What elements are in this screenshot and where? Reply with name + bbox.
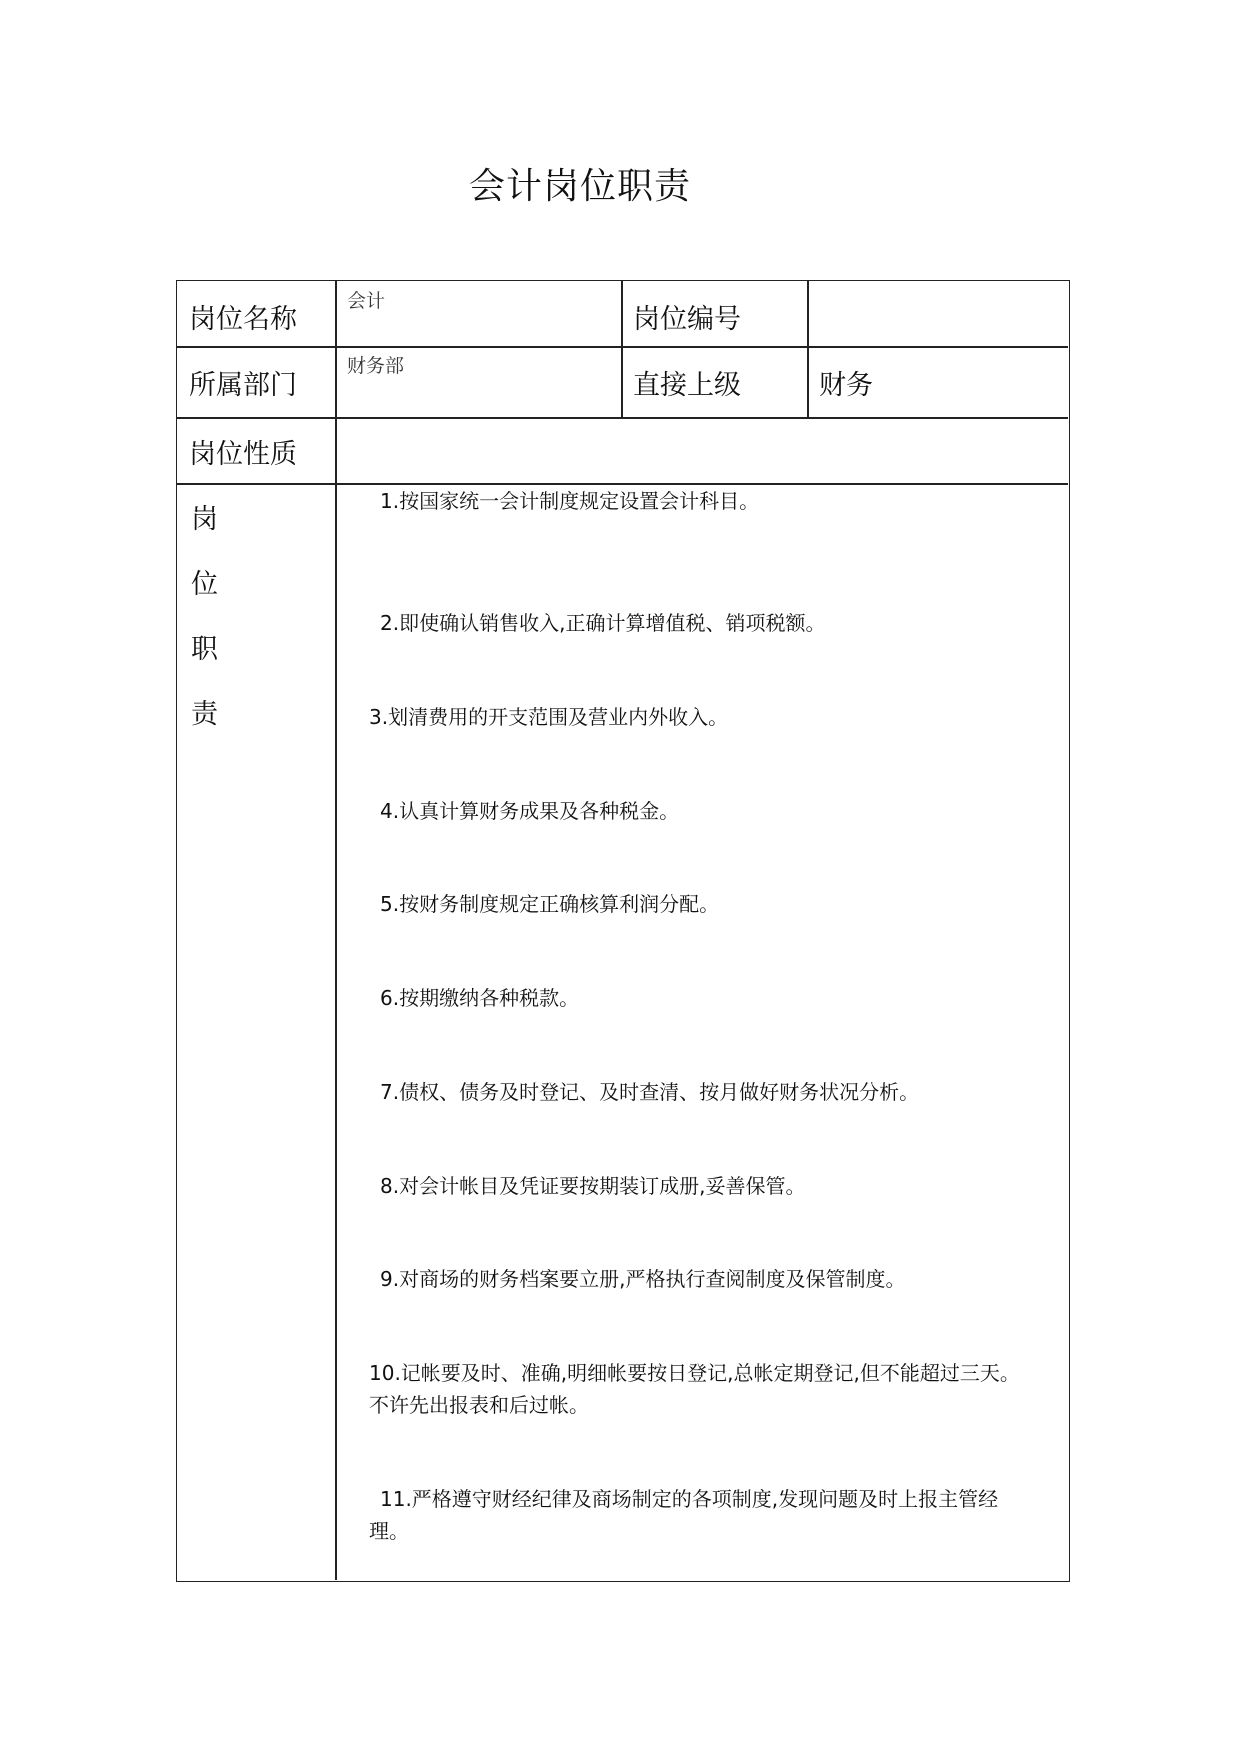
duty-item: 5.按财务制度规定正确核算利润分配。 (380, 892, 720, 916)
duties-label-char: 位 (191, 569, 218, 600)
duty-item: 10.记帐要及时、准确,明细帐要按日登记,总帐定期登记,但不能超过三天。 (369, 1361, 1020, 1385)
duty-item: 8.对会计帐目及凭证要按期装订成册,妥善保管。 (380, 1174, 806, 1198)
value-department: 财务部 (347, 355, 405, 377)
value-direct-superior: 财务 (819, 370, 873, 401)
label-job-nature: 岗位性质 (189, 439, 297, 470)
col-divider-mid (621, 281, 623, 417)
row-divider-1 (177, 346, 1068, 348)
row-divider-2 (177, 417, 1068, 419)
duty-item: 9.对商场的财务档案要立册,严格执行查阅制度及保管制度。 (380, 1267, 906, 1291)
duty-item-continuation: 理。 (369, 1519, 409, 1543)
duty-item: 6.按期缴纳各种税款。 (380, 986, 580, 1010)
duties-label-char: 岗 (191, 504, 218, 535)
label-job-number: 岗位编号 (633, 304, 741, 335)
duty-item: 4.认真计算财务成果及各种税金。 (380, 799, 680, 823)
label-department: 所属部门 (189, 370, 297, 401)
duties-label-char: 责 (191, 699, 218, 730)
col-divider-right (807, 281, 809, 417)
duty-item-continuation: 不许先出报表和后过帐。 (369, 1393, 589, 1417)
duty-item: 3.划清费用的开支范围及营业内外收入。 (369, 705, 729, 729)
job-description-table (176, 280, 1070, 1582)
duty-item: 7.债权、债务及时登记、及时查清、按月做好财务状况分析。 (380, 1080, 920, 1104)
duty-item: 1.按国家统一会计制度规定设置会计科目。 (380, 489, 760, 513)
page-title: 会计岗位职责 (468, 166, 691, 207)
duty-item: 2.即使确认销售收入,正确计算增值税、销项税额。 (380, 611, 826, 635)
col-divider-label (335, 281, 337, 1580)
value-job-name: 会计 (347, 290, 386, 312)
label-direct-superior: 直接上级 (633, 370, 741, 401)
duty-item: 11.严格遵守财经纪律及商场制定的各项制度,发现问题及时上报主管经 (380, 1487, 999, 1511)
duties-label-char: 职 (191, 634, 218, 665)
label-job-name: 岗位名称 (189, 304, 297, 335)
